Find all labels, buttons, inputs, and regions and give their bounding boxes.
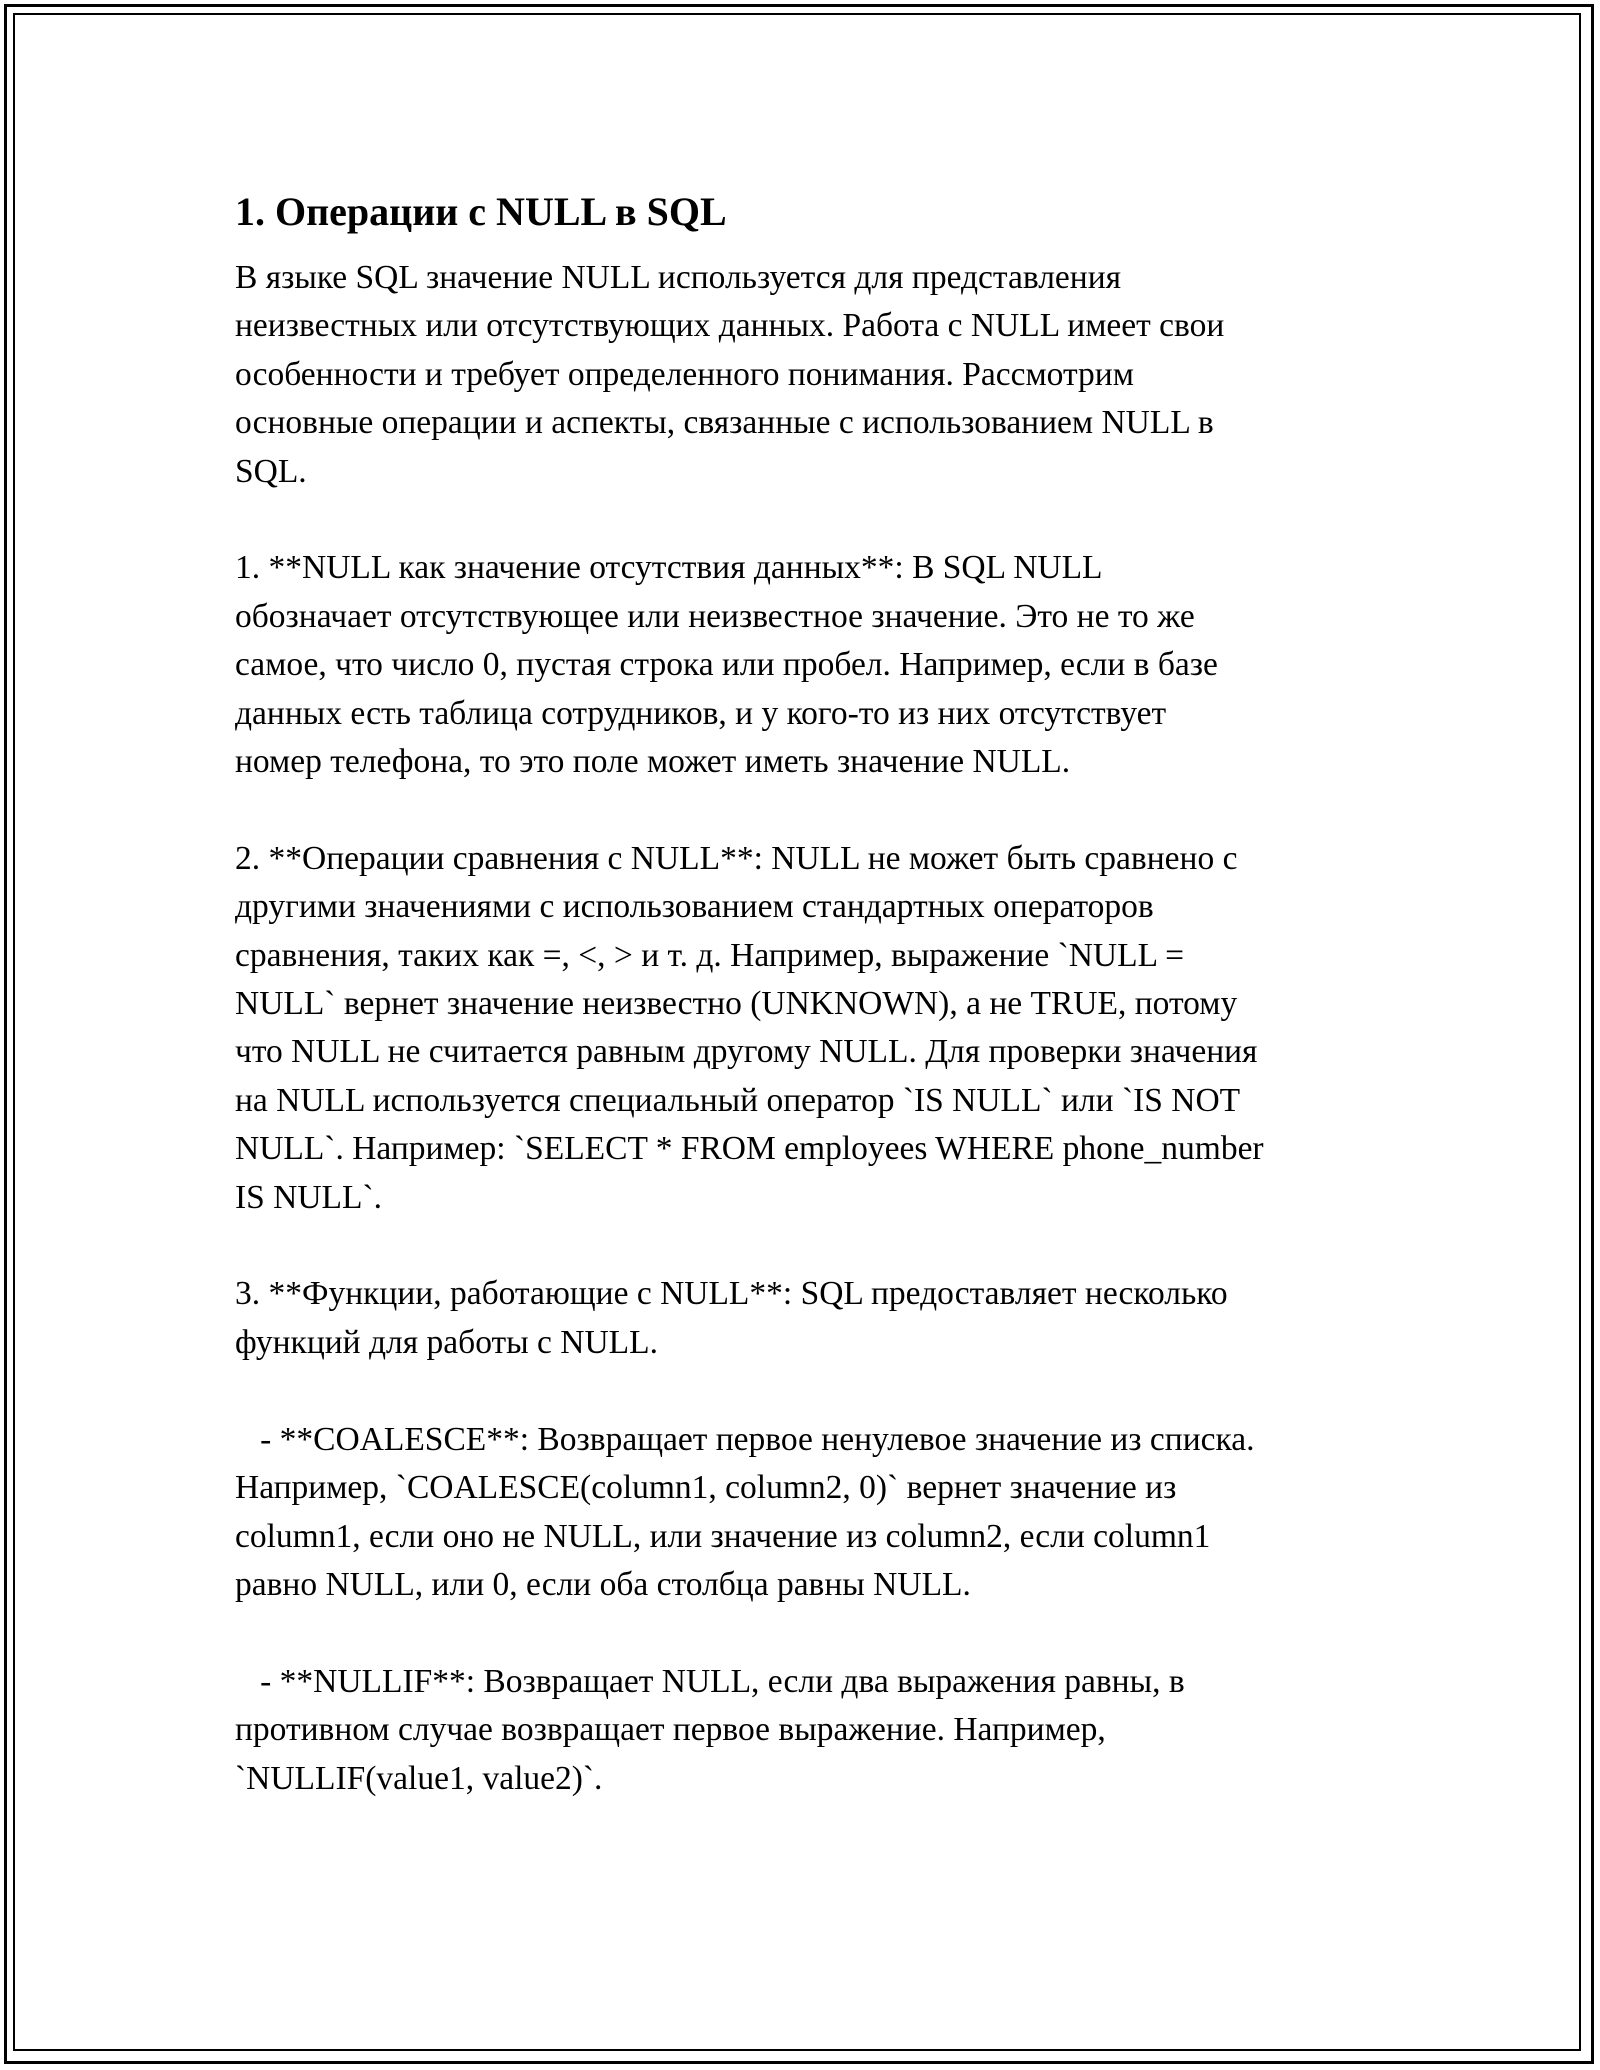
paragraph-null-comparison: 2. **Операции сравнения с NULL**: NULL не может быть сравнено с другими значениями с использованием стандартных операторов сравнения, таких как =, <, > и т. д. Например, выражение `NULL = NULL` вернет значение неизвестно (UNKNOWN), а не TRUE, потому что NULL не считается равным другому NULL. Для проверки значения на NULL используется специальный оператор `IS NULL` или `IS NOT NULL`. Например: `SELECT * FROM employees WHERE phone_number IS NULL`.	[235, 839, 1264, 1216]
document-body	[235, 186, 1365, 1803]
paragraph-null-functions: 3. **Функции, работающие с NULL**: SQL предоставляет несколько функций для работы с NULL.	[235, 1275, 1228, 1361]
paragraph-coalesce: - **COALESCE**: Возвращает первое ненулевое значение из списка. Например, `COALESCE(column1, column2, 0)` вернет значение из column1, если оно не NULL, или значение из column2, если column1 равно NULL, или 0, если оба столбца равны NULL.	[235, 1420, 1255, 1603]
intro-paragraph: В языке SQL значение NULL используется для представления неизвестных или отсутствующих данных. Работа с NULL имеет свои особенности и требует определенного понимания. Рассмотрим основные операции и аспекты, связанные с использованием NULL в SQL.	[235, 259, 1225, 490]
document-title: 1. Операции с NULL в SQL	[235, 189, 727, 234]
paragraph-null-absence: 1. **NULL как значение отсутствия данных**: В SQL NULL обозначает отсутствующее или неизвестное значение. Это не то же самое, что число 0, пустая строка или пробел. Например, если в базе данных есть таблица сотрудников, и у кого-то из них отсутствует номер телефона, то это поле может иметь значение NULL.	[235, 549, 1218, 781]
paragraph-nullif: - **NULLIF**: Возвращает NULL, если два выражения равны, в противном случае возвращает первое выражение. Например, `NULLIF(value1, value2)`.	[235, 1662, 1185, 1797]
